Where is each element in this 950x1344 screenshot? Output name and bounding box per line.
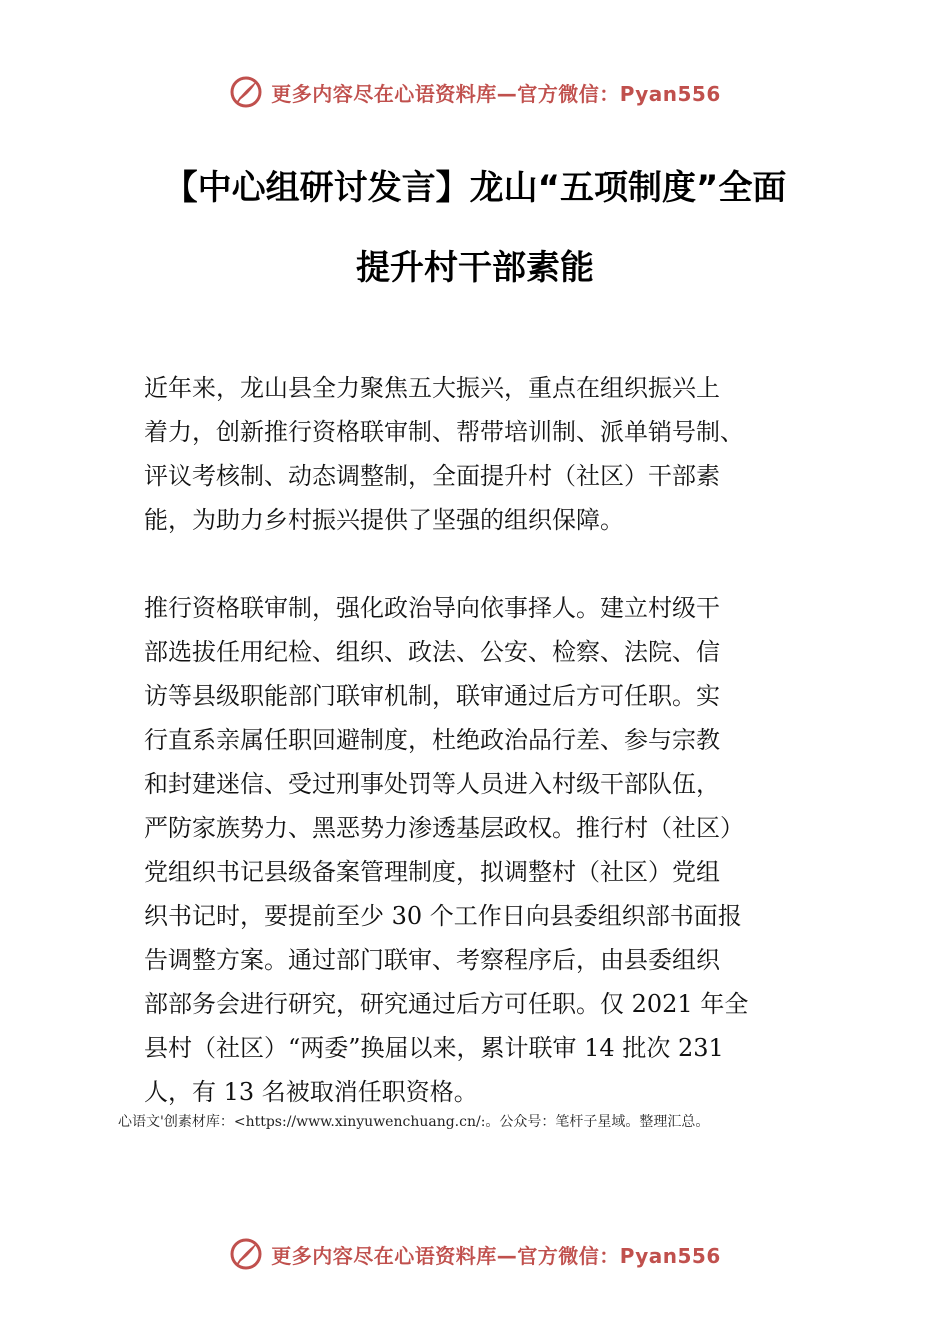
paragraph-line: 访等县级职能部门联审机制，联审通过后方可任职。实 bbox=[144, 682, 720, 710]
paragraph-line: 党组织书记县级备案管理制度，拟调整村（社区）党组 bbox=[144, 858, 720, 886]
header-banner-text: 更多内容尽在心语资料库—官方微信：Pyan556 bbox=[271, 81, 721, 106]
footer-banner-text: 更多内容尽在心语资料库—官方微信：Pyan556 bbox=[271, 1243, 721, 1268]
header-banner bbox=[0, 70, 950, 114]
paragraph-line: 县村（社区）“两委”换届以来，累计联审 14 批次 231 bbox=[144, 1034, 724, 1062]
document-title bbox=[120, 148, 830, 308]
feather-seal-icon bbox=[229, 75, 263, 109]
title-line: 提升村干部素能 bbox=[356, 248, 594, 288]
paragraph-line: 能，为助力乡村振兴提供了坚强的组织保障。 bbox=[144, 506, 624, 534]
paragraph-line: 评议考核制、动态调整制，全面提升村（社区）干部素 bbox=[144, 462, 720, 490]
paragraph-line: 着力，创新推行资格联审制、帮带培训制、派单销号制、 bbox=[144, 418, 744, 446]
feather-seal-icon bbox=[229, 1237, 263, 1271]
body-paragraph bbox=[144, 366, 824, 542]
title-line: 【中心组研讨发言】龙山“五项制度”全面 bbox=[163, 168, 787, 208]
paragraph-line: 推行资格联审制，强化政治导向依事择人。建立村级干 bbox=[144, 594, 720, 622]
paragraph-line: 行直系亲属任职回避制度，杜绝政治品行差、参与宗教 bbox=[144, 726, 720, 754]
paragraph-line: 严防家族势力、黑恶势力渗透基层政权。推行村（社区） bbox=[144, 814, 744, 842]
paragraph-line: 织书记时，要提前至少 30 个工作日向县委组织部书面报 bbox=[144, 902, 742, 930]
paragraph-line: 和封建迷信、受过刑事处罚等人员进入村级干部队伍， bbox=[144, 770, 720, 798]
paragraph-line: 告调整方案。通过部门联审、考察程序后，由县委组织 bbox=[144, 946, 720, 974]
paragraph-line: 部部务会进行研究，研究通过后方可任职。仅 2021 年全 bbox=[144, 990, 749, 1018]
paragraph-line: 近年来，龙山县全力聚焦五大振兴，重点在组织振兴上 bbox=[144, 374, 720, 402]
source-note: 心语文'创素材库：<https://www.xinyuwenchuang.cn/:。公众号：笔杆子星域。整理汇总。 bbox=[118, 1114, 710, 1130]
body-paragraph bbox=[144, 586, 824, 1114]
paragraph-line: 人，有 13 名被取消任职资格。 bbox=[144, 1078, 478, 1106]
footer-banner bbox=[0, 1232, 950, 1276]
paragraph-line: 部选拔任用纪检、组织、政法、公安、检察、法院、信 bbox=[144, 638, 720, 666]
